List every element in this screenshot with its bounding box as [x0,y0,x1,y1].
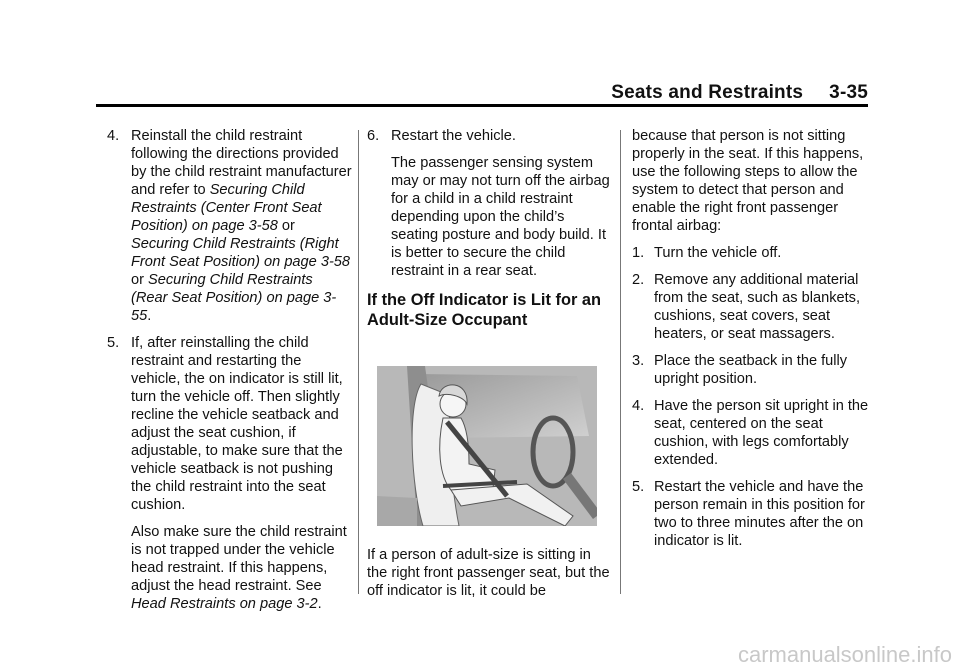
column-3 [632,127,872,559]
step-item [632,397,872,469]
step-text: Turn the vehicle off. [654,245,782,261]
page-header [96,82,868,104]
item-text: If, after reinstalling the child restraint and restarting the vehicle, the on indicator is still lit, turn the vehicle off. Then slightly recline the vehicle seatback and adjust the seat cushion, if adjustable, to make sure that the vehicle seatback is not pushing the child restraint into the seat cushion. [131,335,343,513]
item-text-part: or [131,272,149,288]
step-number: 2. [632,272,645,288]
cross-reference-link[interactable]: Securing Child Restraints (Rear Seat Position) on page 3-55 [131,272,337,324]
seated-adult-drawing [377,366,597,526]
item-text-part: or [277,218,295,234]
list-item-5 [107,334,353,613]
header-rule [96,104,868,107]
page-number: 3-35 [829,82,868,103]
item-text-part: Also make sure the child restraint is not trapped under the vehicle head restraint. If this happens, adjust the head restraint. See [131,524,347,594]
step-item [632,478,872,550]
item-number: 4. [107,128,120,144]
item-text-part: . [147,308,152,324]
list-item-6 [367,127,613,280]
step-number: 5. [632,479,645,495]
step-number: 1. [632,245,645,261]
step-item [632,352,872,388]
column-2 [367,127,613,609]
item-text-part: Reinstall the child restraint following the directions provided by the child restraint manufacturer and refer to [131,128,352,198]
step-text: Have the person sit upright in the seat, centered on the seat cushion, with legs comfortably extended. [654,398,869,468]
item-number: 5. [107,335,120,351]
steps-list [632,244,872,550]
step-item [632,244,872,262]
step-number: 3. [632,353,645,369]
watermark: carmanualsonline.info [737,642,952,667]
column-divider-1 [358,130,359,594]
step-text: Place the seatback in the fully upright position. [654,353,848,387]
item-text [131,523,353,613]
section-title: Seats and Restraints [611,82,804,103]
section-heading: If the Off Indicator is Lit for an Adult-Size Occupant [367,291,602,329]
cross-reference-link[interactable]: Head Restraints on page 3-2 [131,596,318,612]
step-text: Restart the vehicle and have the person remain in this position for two to three minutes after the on indicator is lit. [654,479,865,549]
cross-reference-link[interactable]: Securing Child Restraints (Right Front Seat Position) on page 3-58 [131,236,351,270]
list-item-4 [107,127,353,325]
item-text: Restart the vehicle. [391,128,516,144]
item-text [131,127,353,325]
body-paragraph: because that person is not sitting properly in the seat. If this happens, use the following steps to allow the system to detect that person and enable the right front passenger frontal airbag: [632,128,864,234]
step-text: Remove any additional material from the seat, such as blankets, cushions, seat covers, seat heaters, or seat massagers. [654,272,861,342]
item-text-part: . [317,596,322,612]
column-1 [107,127,353,622]
body-paragraph: If a person of adult-size is sitting in the right front passenger seat, but the off indicator is lit, it could be [367,547,610,599]
item-number: 6. [367,128,380,144]
step-item [632,271,872,343]
item-text: The passenger sensing system may or may not turn off the airbag for a child in a child restraint depending upon the child’s seating posture and body build. It is better to secure the child restraint in a rear seat. [391,155,610,279]
cross-reference-link[interactable]: Securing Child Restraints (Center Front Seat Position) on page 3-58 [131,182,322,234]
column-divider-2 [620,130,621,594]
step-number: 4. [632,398,645,414]
occupant-illustration [377,366,597,526]
